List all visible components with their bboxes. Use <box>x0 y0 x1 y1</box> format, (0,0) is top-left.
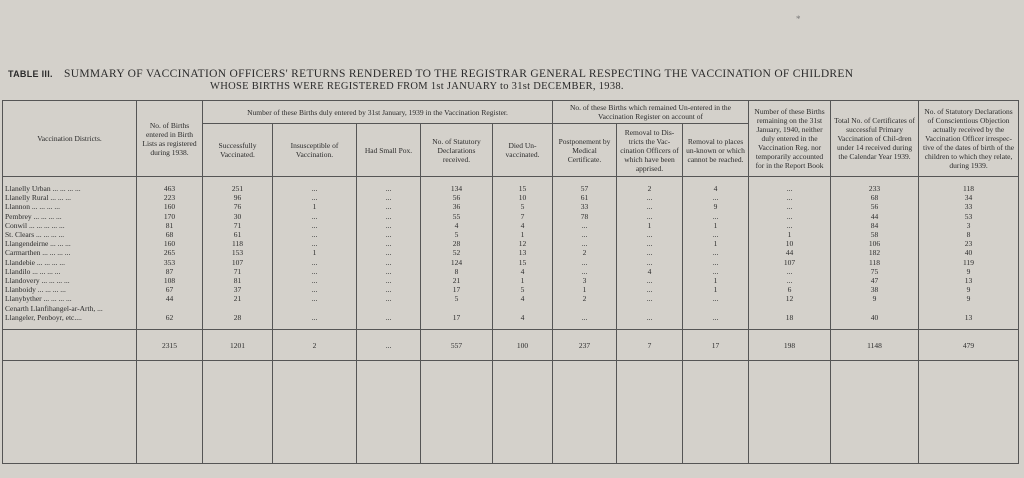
table-cell: 40 <box>964 248 973 258</box>
table-cell: 4 <box>520 312 525 322</box>
table-cell: Llannon ... ... ... ... <box>5 202 60 212</box>
table-cell: ... <box>385 193 392 203</box>
table-cell: 108 <box>163 275 176 285</box>
table-cell: ... <box>581 266 588 276</box>
table-cell: 61 <box>233 230 242 240</box>
table-cell: ... <box>311 285 318 295</box>
table-cell: 68 <box>870 193 879 203</box>
table-cell: 134 <box>450 184 463 194</box>
table-cell: Pembrey ... ... ... ... <box>5 211 62 221</box>
table-cell: 160 <box>163 239 176 249</box>
table-cell: ... <box>786 202 793 212</box>
blank-row <box>3 361 1019 464</box>
table-cell: ... <box>646 294 653 304</box>
table-cell: 4 <box>520 294 525 304</box>
table-cell: 23 <box>964 239 973 249</box>
table-cell: 4 <box>454 220 459 230</box>
table-cell: 118 <box>869 257 881 267</box>
table-cell: 2 <box>582 248 587 258</box>
table-cell: 71 <box>233 220 242 230</box>
table-cell: 55 <box>452 211 461 221</box>
table-cell: Llanelly Urban ... ... ... ... <box>5 184 81 194</box>
table-cell: 182 <box>868 248 881 258</box>
header-died: Died Un-vaccinated. <box>493 124 553 177</box>
table-cell: ... <box>311 257 318 267</box>
table-cell: 9 <box>966 285 971 295</box>
table-cell: 15 <box>518 184 527 194</box>
total-died: 100 <box>493 330 553 361</box>
table-cell: ... <box>786 266 793 276</box>
table-cell <box>833 304 916 313</box>
table-cell: ... <box>385 184 392 194</box>
total-statutory: 557 <box>421 330 493 361</box>
table-cell: 78 <box>580 211 589 221</box>
table-cell: ... <box>786 220 793 230</box>
table-cell: Llangendeirne ... ... ... <box>5 239 71 249</box>
header-objection: No. of Statutory Declarations of Conscientious Objection actually received by the Vaccination Officer irrespec-tive of the dates of birth of the children to which they relate, during 1939. <box>919 101 1019 177</box>
table-cell: 106 <box>868 239 881 249</box>
table-cell: 9 <box>966 294 971 304</box>
table-cell: 28 <box>233 312 242 322</box>
table-cell: ... <box>385 202 392 212</box>
header-district: Vaccination Districts. <box>3 101 137 177</box>
table-cell: 3 <box>582 275 587 285</box>
table-cell: 38 <box>870 285 879 295</box>
header-births: No. of Births entered in Birth Lists as registered during 1938. <box>137 101 203 177</box>
table-cell: 17 <box>452 312 461 322</box>
table-cell: 170 <box>163 211 176 221</box>
table-cell: 81 <box>165 220 174 230</box>
table-cell: ... <box>311 220 318 230</box>
table-cell: ... <box>385 230 392 240</box>
table-cell: ... <box>385 257 392 267</box>
table-cell: 2 <box>647 184 652 194</box>
table-cell: ... <box>385 275 392 285</box>
table-cell: 119 <box>963 257 975 267</box>
table-cell: 107 <box>783 257 796 267</box>
table-cell: ... <box>581 220 588 230</box>
table-cell: ... <box>581 312 588 322</box>
table-cell: Carmarthen ... ... ... ... <box>5 248 71 258</box>
table-cell <box>205 304 270 313</box>
table-cell: Llandebie ... ... ... ... <box>5 257 65 267</box>
table-cell: 52 <box>452 248 461 258</box>
table-cell: ... <box>385 248 392 258</box>
table-cell: ... <box>712 193 719 203</box>
table-cell: 68 <box>165 230 174 240</box>
table-cell: 1 <box>787 230 792 240</box>
certificates-column <box>831 177 919 330</box>
table-cell: ... <box>646 257 653 267</box>
table-cell: 18 <box>785 312 794 322</box>
table-cell: ... <box>646 230 653 240</box>
table-cell: 2 <box>582 294 587 304</box>
table-cell: 62 <box>165 312 174 322</box>
table-cell: 75 <box>870 266 879 276</box>
table-cell: 34 <box>964 193 973 203</box>
table-cell: 21 <box>233 294 242 304</box>
table-cell: Llandovery ... ... ... ... <box>5 275 70 285</box>
table-cell: Cenarth Llanfihangel-ar-Arth, ... <box>5 303 103 313</box>
table-cell: ... <box>646 202 653 212</box>
successfully-column <box>203 177 273 330</box>
table-cell: ... <box>311 193 318 203</box>
table-cell: 5 <box>520 285 525 295</box>
table-cell: 13 <box>964 275 973 285</box>
table-cell: Llanboidy ... ... ... ... <box>5 285 66 295</box>
births-column <box>137 177 203 330</box>
insusceptible-column <box>273 177 357 330</box>
table-cell: ... <box>311 230 318 240</box>
table-cell: Llandilo ... ... ... ... <box>5 266 61 276</box>
table-cell: 4 <box>520 220 525 230</box>
total-label-cell <box>3 330 137 361</box>
table-cell: 44 <box>165 294 174 304</box>
table-cell: ... <box>646 285 653 295</box>
table-cell: 12 <box>785 294 794 304</box>
district-column <box>3 177 137 330</box>
table-cell: 1 <box>312 248 317 258</box>
table-cell: ... <box>646 211 653 221</box>
table-cell <box>139 304 200 313</box>
table-cell: ... <box>786 275 793 285</box>
table-cell: 56 <box>452 193 461 203</box>
total-insusceptible: 2 <box>273 330 357 361</box>
total-successfully: 1201 <box>203 330 273 361</box>
table-cell: 13 <box>964 312 973 322</box>
table-cell: Llanelly Rural ... ... ... <box>5 193 72 203</box>
table-cell: 353 <box>163 257 176 267</box>
table-cell: ... <box>712 248 719 258</box>
table-cell: ... <box>311 239 318 249</box>
table-cell: ... <box>646 193 653 203</box>
table-cell: 160 <box>163 202 176 212</box>
table-cell: 5 <box>454 294 459 304</box>
table-cell: 17 <box>452 285 461 295</box>
table-cell <box>685 304 746 313</box>
table-cell: 4 <box>647 266 652 276</box>
statutory-column <box>421 177 493 330</box>
table-cell: ... <box>311 312 318 322</box>
total-objection: 479 <box>919 330 1019 361</box>
table-cell: 107 <box>231 257 244 267</box>
table-cell: 223 <box>163 193 176 203</box>
table-cell: ... <box>385 285 392 295</box>
table-cell: 1 <box>713 220 718 230</box>
table-cell: ... <box>646 312 653 322</box>
table-cell: 81 <box>233 275 242 285</box>
removal-unknown-column <box>683 177 749 330</box>
table-cell: ... <box>712 294 719 304</box>
table-cell: 118 <box>232 239 243 249</box>
table-cell: 33 <box>964 202 973 212</box>
table-subtitle: WHOSE BIRTHS WERE REGISTERED FROM 1st JANUARY to 31st DECEMBER, 1938. <box>210 81 624 92</box>
table-cell: 15 <box>518 257 527 267</box>
smallpox-column <box>357 177 421 330</box>
table-cell: Llangeler, Penboyr, etc.... <box>5 312 82 322</box>
table-cell: 87 <box>165 266 174 276</box>
table-cell: 8 <box>966 230 971 240</box>
removal-districts-column <box>617 177 683 330</box>
table-cell <box>359 304 418 313</box>
table-cell: ... <box>311 266 318 276</box>
died-column <box>493 177 553 330</box>
table-title-text: SUMMARY OF VACCINATION OFFICERS' RETURNS RENDERED TO THE REGISTRAR GENERAL RESPECTING THE VACCINATION OF CHILDREN <box>64 68 854 80</box>
table-cell: 124 <box>450 257 463 267</box>
table-cell: ... <box>646 275 653 285</box>
table-cell: ... <box>786 184 793 194</box>
table-cell: 4 <box>713 184 718 194</box>
table-cell: Conwil ... ... ... ... ... <box>5 220 65 230</box>
table-cell: ... <box>712 211 719 221</box>
table-cell: 21 <box>452 275 461 285</box>
total-certificates: 1148 <box>831 330 919 361</box>
table-cell <box>423 304 490 313</box>
table-cell: ... <box>311 275 318 285</box>
table-cell: ... <box>581 230 588 240</box>
table-cell: 8 <box>454 266 459 276</box>
table-cell: 1 <box>713 275 718 285</box>
table-cell: ... <box>712 257 719 267</box>
table-title <box>8 68 1018 80</box>
table-cell <box>555 304 614 313</box>
table-cell: 233 <box>868 184 881 194</box>
table-cell: 37 <box>233 285 242 295</box>
table-cell: ... <box>385 294 392 304</box>
table-cell: ... <box>712 266 719 276</box>
table-cell: 67 <box>165 285 174 295</box>
table-cell: ... <box>385 239 392 249</box>
table-cell: 44 <box>785 248 794 258</box>
stray-mark: * <box>796 14 801 24</box>
table-cell: ... <box>786 193 793 203</box>
header-successfully: Successfully Vaccinated. <box>203 124 273 177</box>
table-cell: 96 <box>233 193 242 203</box>
table-cell: 153 <box>231 248 244 258</box>
table-cell: 40 <box>870 312 879 322</box>
objection-column <box>919 177 1019 330</box>
table-cell: ... <box>646 248 653 258</box>
table-cell: ... <box>712 312 719 322</box>
header-remaining: Number of these Births remaining on the 31st January, 1940, neither duly entered in the Vaccination Reg. nor temporarily accounted for in the Report Book <box>749 101 831 177</box>
table-cell: 28 <box>452 239 461 249</box>
table-cell: 1 <box>647 220 652 230</box>
total-births: 2315 <box>137 330 203 361</box>
table-cell: 33 <box>580 202 589 212</box>
table-cell: 57 <box>580 184 589 194</box>
table-cell: 1 <box>520 275 525 285</box>
header-group-unentered: No. of these Births which remained Un-entered in the Vaccination Register on account of <box>553 101 749 124</box>
table-cell: ... <box>581 239 588 249</box>
table-cell: 84 <box>870 220 879 230</box>
table-cell: 1 <box>713 239 718 249</box>
table-cell: 4 <box>520 266 525 276</box>
table-cell: ... <box>311 294 318 304</box>
header-removal-districts: Removal to Dis-tricts the Vac-cination Officers of which have been apprised. <box>617 124 683 177</box>
table-body-row <box>3 177 1019 330</box>
total-postponement: 237 <box>553 330 617 361</box>
table-cell: ... <box>311 184 318 194</box>
table-cell: ... <box>385 266 392 276</box>
table-cell: Llanybyther ... ... ... ... <box>5 294 72 304</box>
table-label: TABLE III. <box>8 69 53 79</box>
table-cell: 9 <box>872 294 877 304</box>
table-cell: 5 <box>520 202 525 212</box>
table-cell: 10 <box>785 239 794 249</box>
table-cell <box>275 304 354 313</box>
table-cell: 13 <box>518 248 527 258</box>
table-cell: ... <box>385 220 392 230</box>
table-cell: 463 <box>163 184 176 194</box>
total-removal-unknown: 17 <box>683 330 749 361</box>
table-cell <box>751 304 828 313</box>
table-cell <box>619 304 680 313</box>
table-cell: 36 <box>452 202 461 212</box>
table-cell: 7 <box>520 211 525 221</box>
table-cell: ... <box>385 312 392 322</box>
table-cell: 61 <box>580 193 589 203</box>
table-cell: 58 <box>870 230 879 240</box>
header-removal-unknown: Removal to places un-known or which cannot be reached. <box>683 124 749 177</box>
table-cell: 1 <box>582 285 587 295</box>
total-smallpox: ... <box>357 330 421 361</box>
table-cell: 71 <box>233 266 242 276</box>
table-cell: 9 <box>966 266 971 276</box>
table-cell: 3 <box>966 220 971 230</box>
table-cell: 118 <box>963 184 975 194</box>
header-certificates: Total No. of Certificates of successful Primary Vaccination of Chil-dren under 14 received during the Calendar Year 1939. <box>831 101 919 177</box>
table-cell: 5 <box>454 230 459 240</box>
table-cell: 251 <box>231 184 244 194</box>
header-smallpox: Had Small Pox. <box>357 124 421 177</box>
table-cell: 265 <box>163 248 176 258</box>
totals-row <box>3 330 1019 361</box>
table-cell: St. Clears ... ... ... ... <box>5 230 65 240</box>
header-statutory: No. of Statutory Declarations received. <box>421 124 493 177</box>
table-cell: 9 <box>713 202 718 212</box>
remaining-column <box>749 177 831 330</box>
table-cell: 1 <box>713 285 718 295</box>
table-cell: 56 <box>870 202 879 212</box>
header-group-entered: Number of these Births duly entered by 31st January, 1939 in the Vaccination Register. <box>203 101 553 124</box>
table-cell: 1 <box>520 230 525 240</box>
table-cell: 47 <box>870 275 879 285</box>
table-cell: ... <box>712 230 719 240</box>
header-insusceptible: Insusceptible of Vaccination. <box>273 124 357 177</box>
header-postponement: Postponement by Medical Certificate. <box>553 124 617 177</box>
postponement-column <box>553 177 617 330</box>
table-cell: ... <box>786 211 793 221</box>
table-cell: 76 <box>233 202 242 212</box>
vaccination-summary-table <box>2 100 1019 464</box>
table-cell: 30 <box>233 211 242 221</box>
table-cell: ... <box>311 211 318 221</box>
table-cell: 6 <box>787 285 792 295</box>
table-cell: 53 <box>964 211 973 221</box>
table-cell: 10 <box>518 193 527 203</box>
table-cell: 44 <box>870 211 879 221</box>
table-cell: 1 <box>312 202 317 212</box>
total-remaining: 198 <box>749 330 831 361</box>
table-cell <box>921 304 1016 313</box>
total-removal-districts: 7 <box>617 330 683 361</box>
table-cell: ... <box>646 239 653 249</box>
table-cell <box>495 304 550 313</box>
table-cell: ... <box>385 211 392 221</box>
table-cell: ... <box>581 257 588 267</box>
table-cell: 12 <box>518 239 527 249</box>
